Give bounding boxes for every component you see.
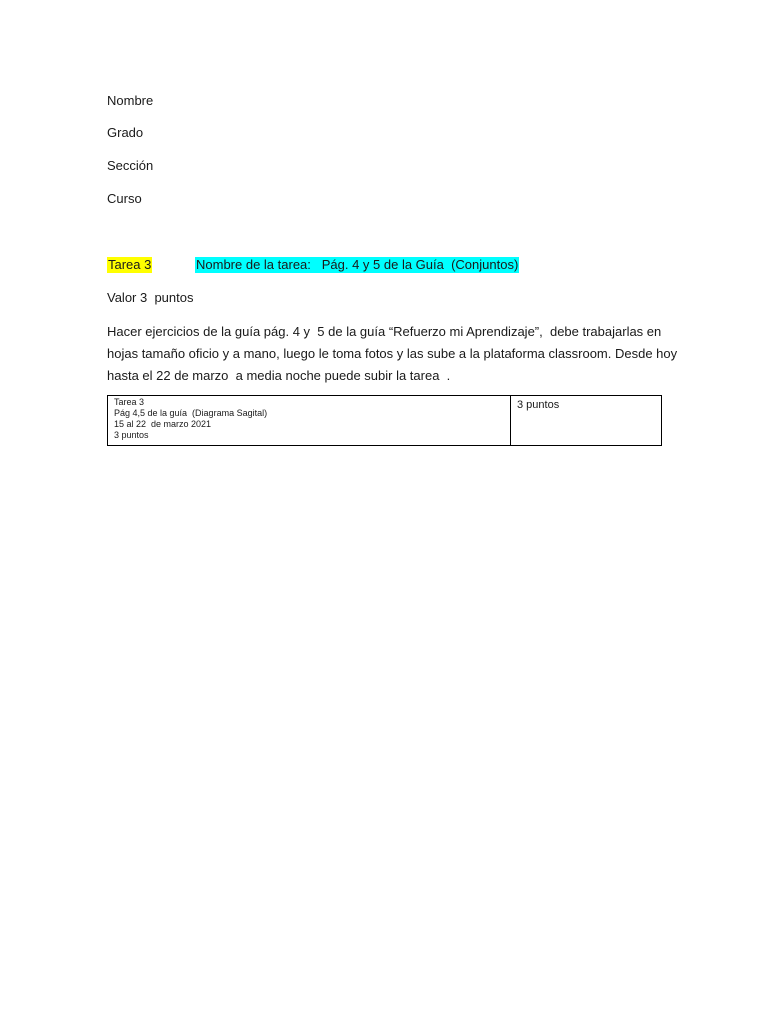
- summary-left-cell: [108, 396, 511, 446]
- instructions-line: hojas tamaño oficio y a mano, luego le toma fotos y las sube a la plataforma classroom. Desde hoy: [107, 346, 678, 361]
- task-instructions: [107, 321, 678, 387]
- task-name: Nombre de la tarea: Pág. 4 y 5 de la Guía (Conjuntos): [196, 257, 519, 272]
- instructions-line: Hacer ejercicios de la guía pág. 4 y 5 de la guía “Refuerzo mi Aprendizaje”, debe trabajarlas en: [107, 324, 662, 339]
- field-curso: Curso: [107, 191, 142, 206]
- task-label: Tarea 3: [108, 257, 152, 272]
- table-row: [108, 396, 662, 446]
- task-heading-row: [107, 257, 519, 273]
- field-grado: Grado: [107, 125, 144, 140]
- summary-line: Pág 4,5 de la guía (Diagrama Sagital): [114, 408, 268, 418]
- summary-line: Tarea 3: [114, 397, 145, 407]
- summary-table: [107, 395, 662, 446]
- field-nombre: Nombre: [107, 93, 154, 108]
- field-seccion: Sección: [107, 158, 154, 173]
- task-value: Valor 3 puntos: [107, 290, 194, 305]
- summary-line: 3 puntos: [114, 430, 149, 440]
- summary-right-cell: 3 puntos: [511, 396, 662, 446]
- summary-line: 15 al 22 de marzo 2021: [114, 419, 212, 429]
- instructions-line: hasta el 22 de marzo a media noche puede subir la tarea .: [107, 368, 451, 383]
